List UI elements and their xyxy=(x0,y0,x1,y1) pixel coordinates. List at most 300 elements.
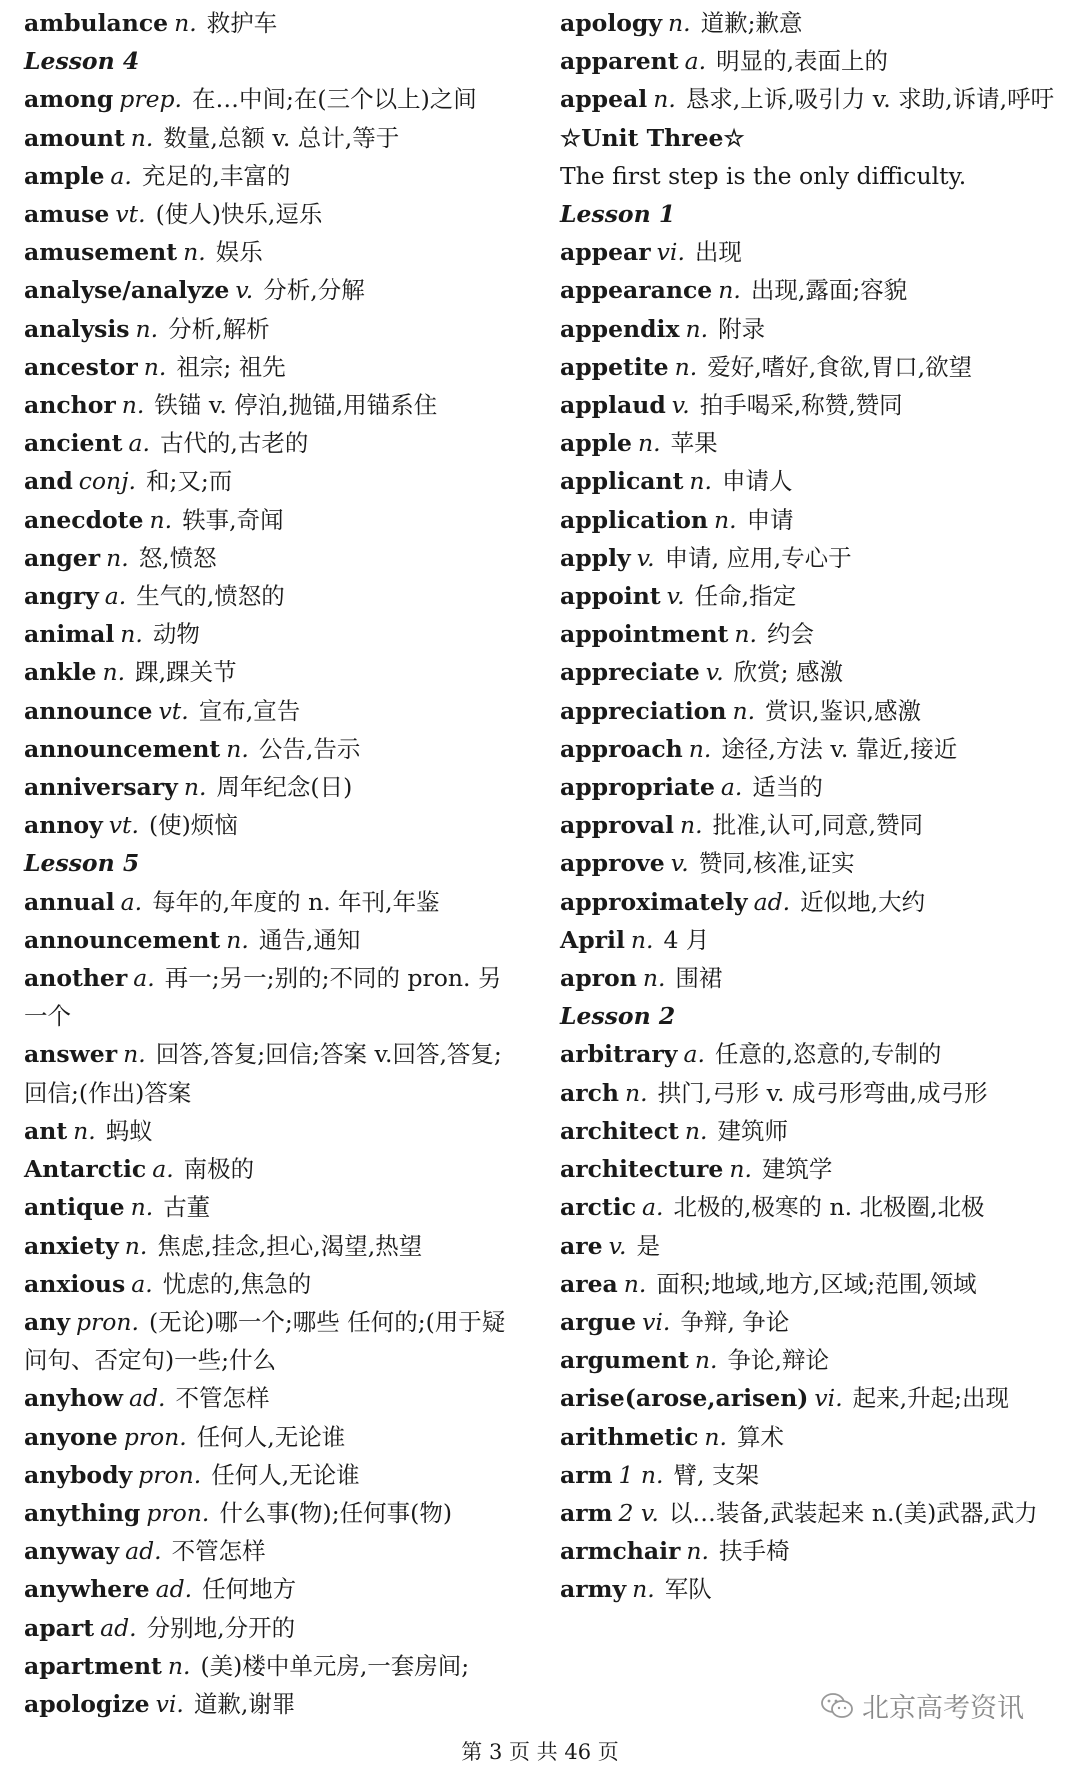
part-of-speech: n. xyxy=(149,505,173,534)
vocab-entry xyxy=(24,1456,524,1494)
vocab-entry xyxy=(560,959,1060,997)
definition: 围裙 xyxy=(675,964,723,993)
vocab-entry xyxy=(24,310,524,348)
headword: answer xyxy=(24,1040,118,1069)
headword: appendix xyxy=(560,314,680,343)
headword: appeal xyxy=(560,85,648,114)
part-of-speech: n. xyxy=(102,658,126,687)
vocab-entry xyxy=(24,921,524,959)
headword: army xyxy=(560,1575,627,1604)
part-of-speech: n. xyxy=(688,734,712,763)
definition: 拱门,弓形 v. 成弓形弯曲,成弓形 xyxy=(657,1078,988,1107)
vocab-entry xyxy=(560,1341,1060,1379)
headword: amusement xyxy=(24,238,178,267)
vocab-entry xyxy=(24,883,524,921)
page-number: 第 3 页 共 46 页 xyxy=(461,1740,619,1764)
part-of-speech: pron. xyxy=(146,1498,210,1527)
headword: arithmetic xyxy=(560,1422,699,1451)
headword: arm xyxy=(560,1460,613,1489)
part-of-speech: vi. xyxy=(656,238,685,267)
part-of-speech: a. xyxy=(684,47,707,76)
vocab-entry xyxy=(24,1150,524,1188)
headword: apart xyxy=(24,1613,95,1642)
headword: anchor xyxy=(24,391,116,420)
headword: appointment xyxy=(560,620,729,649)
vocab-entry xyxy=(24,271,524,309)
vocab-entry xyxy=(24,1532,524,1570)
headword: appearance xyxy=(560,276,713,305)
definition: 救护车 xyxy=(206,9,278,37)
part-of-speech: n. xyxy=(694,1346,718,1375)
definition: 争辩, 争论 xyxy=(680,1307,790,1336)
definition: 任何人,无论谁 xyxy=(211,1460,360,1489)
vocab-entry xyxy=(24,424,524,462)
part-of-speech: v. xyxy=(670,849,689,878)
headword: appoint xyxy=(560,582,661,611)
headword: arbitrary xyxy=(560,1040,678,1069)
vocab-entry xyxy=(24,539,524,577)
vocab-entry xyxy=(24,119,524,157)
headword: approach xyxy=(560,734,683,763)
part-of-speech: n. xyxy=(686,1537,710,1566)
part-of-speech: n. xyxy=(183,238,206,267)
definition: 军队 xyxy=(664,1575,712,1604)
vocab-entry xyxy=(560,1418,1060,1456)
definition: 申请, 应用,专心于 xyxy=(664,543,852,572)
definition: 恳求,上诉,吸引力 v. 求助,诉请,呼吁 xyxy=(685,85,1055,114)
part-of-speech: vt. xyxy=(115,200,146,229)
part-of-speech: n. xyxy=(625,1078,648,1107)
vocab-entry xyxy=(24,348,524,386)
part-of-speech: n. xyxy=(120,620,143,649)
part-of-speech: vi. xyxy=(155,1689,184,1718)
definition: 每年的,年度的 n. 年刊,年鉴 xyxy=(152,887,440,916)
headword: approve xyxy=(560,849,665,878)
part-of-speech: n. xyxy=(226,925,249,954)
vocab-entry xyxy=(560,1456,1060,1494)
definition: 任何人,无论谁 xyxy=(196,1422,346,1451)
vocab-entry xyxy=(560,1570,1060,1608)
definition: 数量,总额 v. 总计,等于 xyxy=(163,123,400,152)
headword: April xyxy=(560,925,625,954)
unit-heading: ☆Unit Three☆ xyxy=(560,123,745,152)
headword: arctic xyxy=(560,1193,637,1222)
vocab-entry xyxy=(560,921,1060,959)
definition: 分别地,分开的 xyxy=(146,1613,296,1642)
headword: appreciate xyxy=(560,658,700,687)
headword: appreciation xyxy=(560,696,727,725)
part-of-speech: n. xyxy=(653,85,676,114)
definition: 申请 xyxy=(746,505,794,534)
definition: 4 月 xyxy=(663,925,710,954)
headword: architecture xyxy=(560,1155,724,1184)
definition: 古代的,古老的 xyxy=(159,429,309,458)
part-of-speech: n. xyxy=(679,811,703,840)
part-of-speech: n. xyxy=(732,696,756,725)
definition: 建筑师 xyxy=(717,1116,789,1145)
lesson-heading: Lesson 1 xyxy=(560,200,676,229)
headword: and xyxy=(24,467,73,496)
definition: 分析,解析 xyxy=(168,314,270,343)
definition: 任意的,恣意的,专制的 xyxy=(714,1040,942,1069)
vocab-entry xyxy=(24,959,524,1035)
vocab-entry xyxy=(24,1647,524,1685)
definition: 焦虑,挂念,担心,渴望,热望 xyxy=(157,1231,423,1260)
vocab-entry xyxy=(24,730,524,768)
headword: argument xyxy=(560,1346,689,1375)
headword: anybody xyxy=(24,1460,133,1489)
part-of-speech: n. xyxy=(226,734,249,763)
part-of-speech: ad. xyxy=(753,887,791,916)
vocab-entry xyxy=(24,1035,524,1111)
part-of-speech: vi. xyxy=(642,1307,671,1336)
part-of-speech: n. xyxy=(734,620,757,649)
definition: 铁锚 v. 停泊,抛锚,用锚系住 xyxy=(154,391,438,420)
definition: (使人)快乐,逗乐 xyxy=(155,200,323,229)
vocab-entry xyxy=(24,462,524,500)
part-of-speech: ad. xyxy=(155,1575,193,1604)
part-of-speech: a. xyxy=(133,964,155,993)
headword: arm xyxy=(560,1498,613,1527)
headword: amount xyxy=(24,123,125,152)
headword: applicant xyxy=(560,467,684,496)
part-of-speech: n. xyxy=(174,9,197,37)
headword: anxious xyxy=(24,1269,126,1298)
vocab-entry xyxy=(24,1265,524,1303)
headword: anyway xyxy=(24,1537,120,1566)
part-of-speech: v. xyxy=(666,582,685,611)
part-of-speech: n. xyxy=(130,123,154,152)
vocab-entry xyxy=(560,4,1060,42)
part-of-speech: n. xyxy=(106,543,129,572)
part-of-speech: n. xyxy=(124,1231,148,1260)
headword: ancestor xyxy=(24,352,138,381)
headword: announcement xyxy=(24,925,221,954)
part-of-speech: n. xyxy=(704,1422,727,1451)
headword: are xyxy=(560,1231,603,1260)
headword: appetite xyxy=(560,352,669,381)
headword: anywhere xyxy=(24,1575,150,1604)
part-of-speech: a. xyxy=(720,773,743,802)
headword: antique xyxy=(24,1193,125,1222)
vocab-entry xyxy=(24,1303,524,1379)
part-of-speech: v. xyxy=(636,543,655,572)
vocab-entry xyxy=(560,692,1060,730)
definition: 任命,指定 xyxy=(694,582,797,611)
definition: 道歉;歉意 xyxy=(700,9,803,37)
definition: 近似地,大约 xyxy=(800,887,926,916)
vocab-entry xyxy=(24,1418,524,1456)
vocab-entry xyxy=(24,615,524,653)
definition: 途径,方法 v. 靠近,接近 xyxy=(721,734,958,763)
headword: approximately xyxy=(560,887,748,916)
definition: 祖宗; 祖先 xyxy=(176,352,286,381)
headword: another xyxy=(24,964,128,993)
part-of-speech: n. xyxy=(183,773,207,802)
definition: (美)楼中单元房,一套房间; xyxy=(200,1651,470,1680)
vocab-entry xyxy=(24,1379,524,1417)
vocab-entry xyxy=(560,806,1060,844)
vocab-entry xyxy=(24,768,524,806)
part-of-speech: n. xyxy=(167,1651,191,1680)
headword: arch xyxy=(560,1078,620,1107)
part-of-speech: n. xyxy=(718,276,741,305)
headword: anyhow xyxy=(24,1384,123,1413)
part-of-speech: vi. xyxy=(814,1384,843,1413)
definition: 回答,答复;回信;答案 v.回答,答复;回信;(作出)答案 xyxy=(24,1040,502,1107)
definition: 出现,露面;容貌 xyxy=(750,276,908,305)
wechat-icon xyxy=(820,1691,854,1721)
headword: anyone xyxy=(24,1422,118,1451)
headword: arise(arose,arisen) xyxy=(560,1384,809,1413)
right-column xyxy=(560,4,1060,1609)
definition: 公告,告示 xyxy=(258,734,361,763)
definition: 争论,辩论 xyxy=(727,1346,829,1375)
part-of-speech: n. xyxy=(684,1116,708,1145)
part-of-speech: prep. xyxy=(119,85,182,114)
definition: 和;又;而 xyxy=(145,467,233,496)
definition: 生气的,愤怒的 xyxy=(136,582,285,611)
vocab-entry xyxy=(24,1685,524,1723)
part-of-speech: pron. xyxy=(75,1307,139,1336)
vocab-entry xyxy=(560,348,1060,386)
headword: apple xyxy=(560,429,632,458)
headword: anything xyxy=(24,1498,141,1527)
vocab-entry xyxy=(560,386,1060,424)
vocab-entry xyxy=(560,1188,1060,1226)
headword: annoy xyxy=(24,811,103,840)
vocab-entry xyxy=(24,1227,524,1265)
headword: annual xyxy=(24,887,115,916)
headword: announcement xyxy=(24,734,221,763)
vocab-entry xyxy=(560,271,1060,309)
definition: 扶手椅 xyxy=(719,1537,790,1566)
part-of-speech: n. xyxy=(123,1040,146,1069)
definition: 面积;地域,地方,区域;范围,领域 xyxy=(656,1269,977,1298)
lesson-heading: Lesson 5 xyxy=(24,849,140,878)
part-of-speech: v. xyxy=(705,658,724,687)
part-of-speech: n. xyxy=(121,391,145,420)
part-of-speech: v. xyxy=(671,391,690,420)
definition: 不管怎样 xyxy=(175,1384,270,1413)
part-of-speech: a. xyxy=(120,887,143,916)
definition: 适当的 xyxy=(752,773,823,802)
vocab-entry xyxy=(24,653,524,691)
definition: 是 xyxy=(636,1231,661,1260)
vocab-entry xyxy=(24,1609,524,1647)
vocab-entry xyxy=(560,233,1060,271)
definition: 再一;另一;别的;不同的 pron. 另一个 xyxy=(24,964,502,1031)
vocab-entry xyxy=(560,768,1060,806)
vocab-entry xyxy=(560,883,1060,921)
vocab-entry xyxy=(560,539,1060,577)
part-of-speech: vt. xyxy=(158,696,189,725)
headword: armchair xyxy=(560,1537,681,1566)
headword: argue xyxy=(560,1307,637,1336)
headword: applaud xyxy=(560,391,666,420)
definition: 怒,愤怒 xyxy=(138,543,217,572)
headword: announce xyxy=(24,696,153,725)
vocab-entry xyxy=(560,653,1060,691)
headword: ancient xyxy=(24,429,123,458)
definition: (使)烦恼 xyxy=(148,811,238,840)
definition: 任何地方 xyxy=(202,1575,297,1604)
vocab-entry xyxy=(24,157,524,195)
part-of-speech: ad. xyxy=(128,1384,166,1413)
vocab-entry xyxy=(560,577,1060,615)
definition: 出现 xyxy=(694,238,742,267)
definition: 苹果 xyxy=(670,429,718,458)
headword: apologize xyxy=(24,1689,150,1718)
headword: analyse/analyze xyxy=(24,276,230,305)
headword: angry xyxy=(24,582,99,611)
definition: 道歉,谢罪 xyxy=(193,1689,296,1718)
headword: area xyxy=(560,1269,618,1298)
headword: ant xyxy=(24,1116,68,1145)
part-of-speech: pron. xyxy=(138,1460,202,1489)
vocab-entry xyxy=(24,577,524,615)
vocab-entry xyxy=(24,386,524,424)
headword: ample xyxy=(24,161,105,190)
definition: 赞同,核准,证实 xyxy=(698,849,855,878)
headword: apparent xyxy=(560,47,679,76)
definition: 轶事,奇闻 xyxy=(182,505,284,534)
part-of-speech: a. xyxy=(110,161,132,190)
vocab-entry xyxy=(24,1112,524,1150)
vocab-entry xyxy=(560,615,1060,653)
definition: (无论)哪一个;哪些 任何的;(用于疑问句、否定句)一些;什么 xyxy=(24,1307,506,1375)
part-of-speech: 1 n. xyxy=(618,1460,664,1489)
headword: ambulance xyxy=(24,9,169,37)
headword: apply xyxy=(560,543,631,572)
definition: 申请人 xyxy=(722,467,793,496)
watermark-text: 北京高考资讯 xyxy=(862,1693,1024,1724)
vocab-entry xyxy=(560,1035,1060,1073)
part-of-speech: n. xyxy=(685,314,709,343)
lesson-heading: Lesson 4 xyxy=(24,47,140,76)
vocab-entry xyxy=(560,1227,1060,1265)
part-of-speech: ad. xyxy=(125,1537,162,1566)
part-of-speech: n. xyxy=(729,1155,752,1184)
vocab-entry xyxy=(24,1494,524,1532)
vocab-entry xyxy=(560,844,1060,882)
vocab-entry xyxy=(560,1150,1060,1188)
headword: animal xyxy=(24,620,115,649)
definition: 拍手喝采,称赞,赞同 xyxy=(699,391,903,420)
definition: 起来,升起;出现 xyxy=(852,1384,1010,1413)
vocab-entry xyxy=(560,1379,1060,1417)
headword: apartment xyxy=(24,1651,162,1680)
part-of-speech: ad. xyxy=(100,1613,137,1642)
part-of-speech: a. xyxy=(128,429,150,458)
headword: appear xyxy=(560,238,651,267)
headword: approval xyxy=(560,811,674,840)
definition: 古董 xyxy=(163,1193,211,1222)
vocab-entry xyxy=(560,1303,1060,1341)
part-of-speech: n. xyxy=(668,9,691,37)
definition: 附录 xyxy=(718,314,766,343)
headword: analysis xyxy=(24,314,130,343)
definition: 约会 xyxy=(767,620,814,649)
part-of-speech: n. xyxy=(642,964,666,993)
part-of-speech: n. xyxy=(130,1193,154,1222)
vocab-entry xyxy=(24,501,524,539)
headword: anecdote xyxy=(24,505,144,534)
headword: among xyxy=(24,85,114,114)
part-of-speech: pron. xyxy=(123,1422,187,1451)
definition: 周年纪念(日) xyxy=(216,773,353,802)
headword: anniversary xyxy=(24,773,178,802)
vocab-entry xyxy=(560,1494,1060,1532)
headword: Antarctic xyxy=(24,1155,147,1184)
headword: appropriate xyxy=(560,773,715,802)
definition: 充足的,丰富的 xyxy=(141,161,291,190)
definition: 分析,分解 xyxy=(263,276,365,305)
definition: 宣布,宣告 xyxy=(198,696,301,725)
part-of-speech: n. xyxy=(73,1116,96,1145)
definition: 北极的,极寒的 n. 北极圈,北极 xyxy=(673,1193,985,1222)
vocab-entry xyxy=(24,692,524,730)
part-of-speech: vt. xyxy=(108,811,139,840)
vocab-entry xyxy=(560,1074,1060,1112)
headword: any xyxy=(24,1307,70,1336)
vocab-entry xyxy=(24,806,524,844)
definition: 欣赏; 感激 xyxy=(733,658,844,687)
definition: 批准,认可,同意,赞同 xyxy=(712,811,923,840)
vocab-entry xyxy=(560,80,1060,118)
part-of-speech: n. xyxy=(630,925,654,954)
headword: anxiety xyxy=(24,1231,119,1260)
vocab-entry xyxy=(560,42,1060,80)
part-of-speech: n. xyxy=(674,352,698,381)
definition: 什么事(物);任何事(物) xyxy=(219,1498,452,1527)
part-of-speech: a. xyxy=(152,1155,174,1184)
vocab-entry xyxy=(24,1188,524,1226)
part-of-speech: conj. xyxy=(78,467,136,496)
part-of-speech: n. xyxy=(143,352,167,381)
headword: application xyxy=(560,505,709,534)
part-of-speech: 2 v. xyxy=(618,1498,659,1527)
lesson-heading: Lesson 2 xyxy=(560,1002,676,1031)
part-of-speech: a. xyxy=(683,1040,705,1069)
part-of-speech: a. xyxy=(642,1193,664,1222)
vocab-entry xyxy=(24,1570,524,1608)
headword: apology xyxy=(560,9,663,37)
unit-motto: The first step is the only difficulty. xyxy=(560,161,967,190)
part-of-speech: n. xyxy=(637,429,661,458)
part-of-speech: v. xyxy=(235,276,254,305)
part-of-speech: n. xyxy=(689,467,713,496)
definition: 踝,踝关节 xyxy=(135,658,237,687)
vocab-entry xyxy=(560,730,1060,768)
definition: 南极的 xyxy=(183,1155,255,1184)
vocab-entry xyxy=(560,1112,1060,1150)
headword: ankle xyxy=(24,658,97,687)
definition: 明显的,表面上的 xyxy=(716,47,889,76)
definition: 蚂蚁 xyxy=(105,1116,153,1145)
vocab-entry xyxy=(560,1532,1060,1570)
headword: architect xyxy=(560,1116,679,1145)
headword: anger xyxy=(24,543,101,572)
part-of-speech: a. xyxy=(131,1269,153,1298)
vocab-entry xyxy=(560,1265,1060,1303)
vocab-entry xyxy=(560,501,1060,539)
part-of-speech: a. xyxy=(104,582,127,611)
definition: 建筑学 xyxy=(761,1155,833,1184)
headword: amuse xyxy=(24,200,110,229)
part-of-speech: n. xyxy=(623,1269,647,1298)
definition: 忧虑的,焦急的 xyxy=(162,1269,312,1298)
